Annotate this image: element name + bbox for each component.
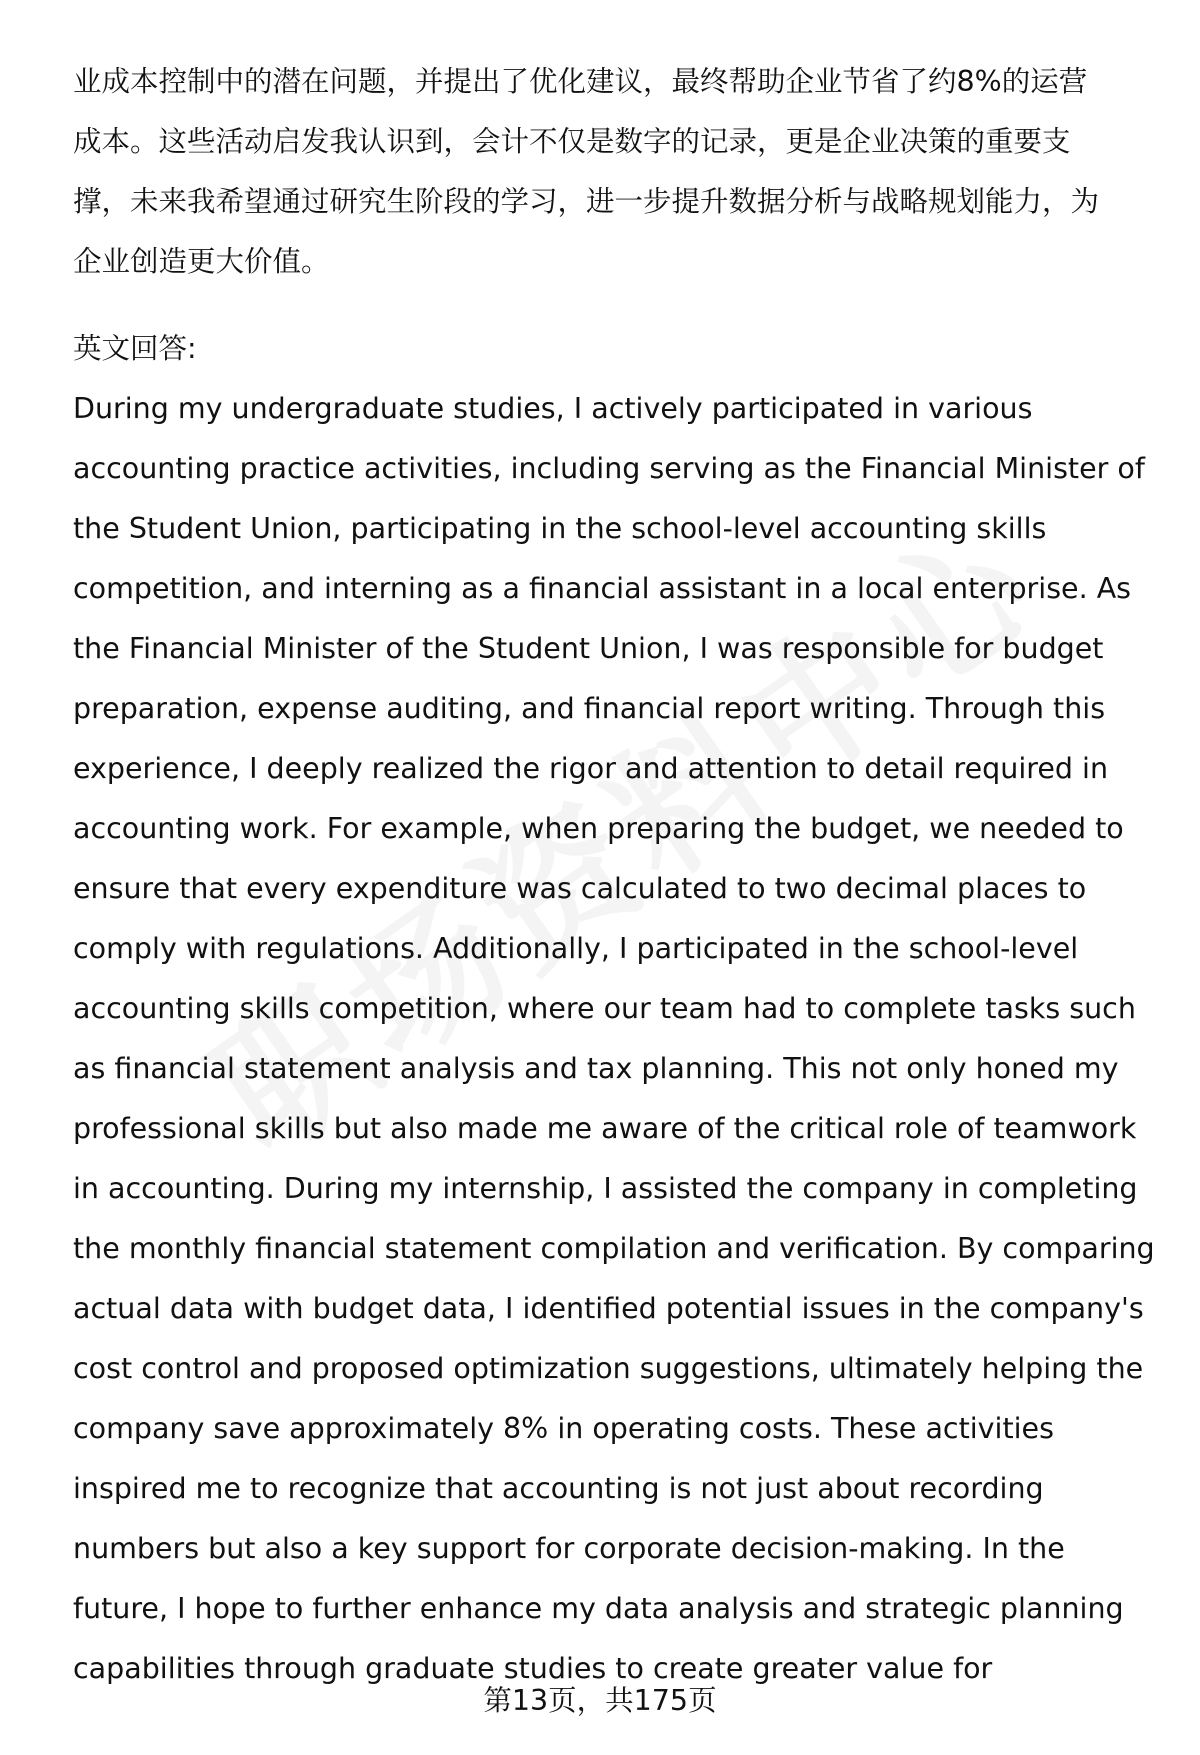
- english-line: the Financial Minister of the Student Union, I was responsible for budget: [73, 632, 1104, 665]
- chinese-line: 撑，未来我希望通过研究生阶段的学习，进一步提升数据分析与战略规划能力，为: [73, 185, 1100, 218]
- english-line: the Student Union, participating in the school-level accounting skills: [73, 512, 1047, 545]
- english-line: in accounting. During my internship, I assisted the company in completing: [73, 1172, 1138, 1205]
- english-line: accounting skills competition, where our team had to complete tasks such: [73, 992, 1136, 1025]
- english-line: future, I hope to further enhance my data analysis and strategic planning: [73, 1592, 1124, 1625]
- english-line: competition, and interning as a financial assistant in a local enterprise. As: [73, 572, 1132, 605]
- english-line: During my undergraduate studies, I actively participated in various: [73, 392, 1033, 425]
- document-body: [73, 52, 1158, 1699]
- english-line: actual data with budget data, I identified potential issues in the company's: [73, 1292, 1144, 1325]
- chinese-line: 企业创造更大价值。: [73, 245, 330, 278]
- english-line: company save approximately 8% in operating costs. These activities: [73, 1412, 1054, 1445]
- page-number-footer: 第13页，共175页: [483, 1684, 717, 1717]
- chinese-line: 成本。这些活动启发我认识到，会计不仅是数字的记录，更是企业决策的重要支: [73, 125, 1071, 158]
- english-line: accounting work. For example, when preparing the budget, we needed to: [73, 812, 1124, 845]
- english-line: accounting practice activities, including serving as the Financial Minister of: [73, 452, 1145, 485]
- english-line: capabilities through graduate studies to create greater value for: [73, 1652, 993, 1685]
- english-line: ensure that every expenditure was calculated to two decimal places to: [73, 872, 1087, 905]
- english-line: the monthly financial statement compilation and verification. By comparing: [73, 1232, 1155, 1265]
- english-answer-heading: 英文回答:: [73, 332, 197, 365]
- english-line: preparation, expense auditing, and financial report writing. Through this: [73, 692, 1106, 725]
- english-line: inspired me to recognize that accounting is not just about recording: [73, 1472, 1044, 1505]
- paragraph-gap: [73, 292, 1158, 319]
- english-line: experience, I deeply realized the rigor and attention to detail required in: [73, 752, 1109, 785]
- chinese-line: 业成本控制中的潜在问题，并提出了优化建议，最终帮助企业节省了约8%的运营: [73, 65, 1088, 98]
- english-line: comply with regulations. Additionally, I participated in the school-level: [73, 932, 1079, 965]
- english-line: as financial statement analysis and tax planning. This not only honed my: [73, 1052, 1119, 1085]
- english-line: professional skills but also made me aware of the critical role of teamwork: [73, 1112, 1137, 1145]
- english-line: cost control and proposed optimization suggestions, ultimately helping the: [73, 1352, 1144, 1385]
- english-line: numbers but also a key support for corporate decision-making. In the: [73, 1532, 1065, 1565]
